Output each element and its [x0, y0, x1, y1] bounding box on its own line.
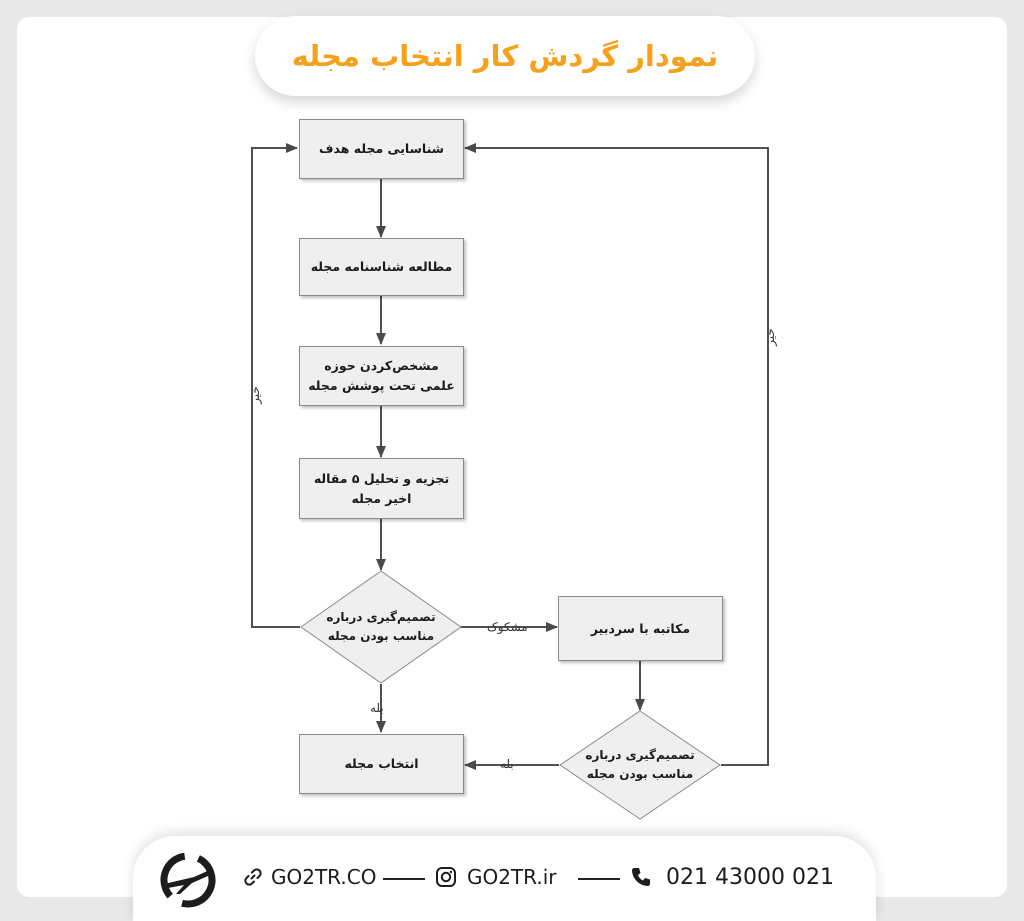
arrow-decision2-no [465, 148, 768, 765]
instagram-link[interactable] [435, 862, 557, 892]
label-no-right: خیر [762, 328, 777, 346]
decision-2-text: تصمیم‌گیری درباره مناسب بودن مجله [585, 748, 695, 781]
step-analyze-articles: تجزیه و تحلیل ۵ مقاله اخیر مجله [299, 458, 464, 519]
website-label: GO2TR.CO [271, 865, 377, 889]
label-doubtful: مشکوک [487, 620, 528, 634]
footer-divider [383, 878, 425, 880]
step-study-journal-profile: مطالعه شناسنامه مجله [299, 238, 464, 296]
step-define-scope: مشخص‌کردن حوزه علمی تحت پوشش مجله [299, 346, 464, 406]
link-icon [243, 867, 263, 887]
phone-icon [630, 866, 652, 888]
plane-logo-icon [158, 850, 218, 910]
website-link[interactable] [243, 862, 376, 892]
footer-divider [578, 878, 620, 880]
decision-1-text: تصمیم‌گیری درباره مناسب بودن مجله [326, 610, 436, 643]
diagram-title: نمودار گردش کار انتخاب مجله [291, 39, 719, 73]
step-select-journal: انتخاب مجله [299, 734, 464, 794]
phone-link[interactable] [630, 862, 834, 892]
label-yes-left: بله [500, 757, 514, 771]
instagram-icon [435, 866, 457, 888]
step-contact-editor: مکاتبه با سردبیر [558, 596, 723, 661]
label-no-left: خیر [247, 386, 262, 404]
step-identify-journal: شناسایی مجله هدف [299, 119, 464, 179]
instagram-label: GO2TR.ir [467, 865, 557, 889]
label-yes-down: بله [370, 701, 384, 715]
phone-label: 021 43000 021 [666, 864, 834, 890]
